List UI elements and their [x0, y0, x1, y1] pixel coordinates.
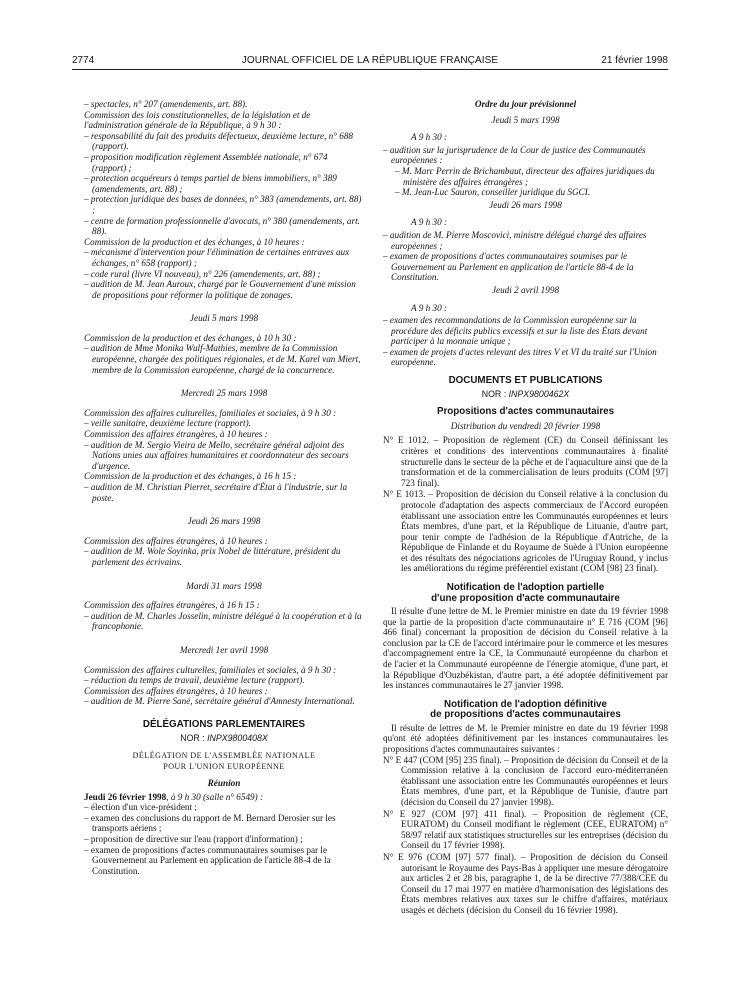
- date-heading: Jeudi 5 mars 1998: [491, 114, 560, 125]
- time-label: A 9 h 30 :: [411, 132, 448, 143]
- section-heading: DÉLÉGATIONS PARLEMENTAIRES: [142, 718, 306, 730]
- heading-line: Notification de l'adoption définitive: [444, 698, 607, 710]
- agenda-heading: Ordre du jour prévisionnel: [474, 99, 577, 109]
- delegation-name: POUR L'UNION EUROPÉENNE: [163, 762, 285, 772]
- nor-label: NOR :: [481, 388, 507, 399]
- document-entry: N° E 927 (COM [97] 411 final). – Proposition de règlement (CE, EURATOM) du Conseil modifiant le règlement (CEE, EURATOM) n° 58/97 relatif aux statistiques structurelles sur les entreprises (décision du Conseil du 17 février 1998).: [383, 808, 668, 851]
- journal-title: JOURNAL OFFICIEL DE LA RÉPUBLIQUE FRANÇAISE: [241, 55, 499, 66]
- list-item: – proposition de directive sur l'eau (rapport d'information) ;: [84, 834, 303, 845]
- subsection-heading: [383, 700, 668, 721]
- left-column: [84, 99, 364, 876]
- list-item: – veille sanitaire, deuxième lecture (rapport).: [84, 418, 251, 429]
- committee-title: Commission des affaires culturelles, familiales et sociales, à 9 h 30 :: [84, 664, 337, 675]
- section-heading: DOCUMENTS ET PUBLICATIONS: [448, 375, 603, 387]
- list-item: – audition de M. Jean Auroux, chargé par le Gouvernement d'une mission de propositions pour réformer la politique de zonages.: [84, 279, 356, 300]
- list-item: – protection acquéreurs à temps partiel de biens immobiliers, n° 389 (amendements, art. 88) ;: [84, 173, 337, 194]
- committee-title: Commission de la production et des échanges, à 10 heures :: [84, 236, 305, 247]
- document-entry: N° E 976 (COM [97] 577 final). – Proposition de décision du Conseil autorisant le Royaume des Pays-Bas à appliquer une mesure dérogatoire aux articles 2 et 28 bis, paragraphe 1, de la 6e directive 77/388/CEE du Conseil du 17 mai 1977 en matière d'harmonisation des législations des États membres relatives aux taxes sur le chiffre d'affaires, matériaux usagés et déchets (décision du Conseil du 16 février 1998).: [383, 851, 668, 915]
- date-heading: Jeudi 26 mars 1998: [489, 199, 562, 210]
- committee-title: Commission des affaires étrangères, à 10 heures :: [84, 429, 268, 440]
- reunion-date-rest: , à 9 h 30 (salle n° 6549) :: [166, 791, 264, 802]
- issue-date: 21 février 1998: [601, 55, 668, 66]
- list-item: – audition de Mme Monika Wulf-Mathies, membre de la Commission européenne, chargée des politiques régionales, et de M. Karel van Miert, membre de la Commission européenne, chargé de la concurrence.: [84, 343, 361, 375]
- nor-label: NOR :: [180, 732, 205, 743]
- list-item: – audition de M. Pierre Sané, secrétaire général d'Amnesty International.: [84, 696, 355, 707]
- list-item: – audition de M. Charles Josselin, ministre délégué à la coopération et à la francophonie.: [84, 610, 362, 632]
- committee-title: Commission des affaires étrangères, à 10 heures :: [84, 535, 268, 546]
- list-item: – élection d'un vice-président ;: [84, 802, 197, 813]
- date-heading: Mardi 31 mars 1998: [186, 580, 262, 591]
- header-rule: [72, 69, 668, 70]
- date-heading: Jeudi 5 mars 1998: [189, 313, 259, 324]
- list-item: – réduction du temps de travail, deuxième lecture (rapport).: [84, 675, 305, 686]
- heading-line: Notification de l'adoption partielle: [446, 582, 605, 594]
- list-item: – examen des recommandations de la Commission européenne sur la procédure des déficits publics excessifs et sur la liste des États devant participer à la monnaie unique ;: [383, 315, 648, 347]
- list-item: – audition de M. Christian Pierret, secrétaire d'État à l'industrie, sur la poste.: [84, 482, 348, 503]
- nor-reference: [383, 389, 668, 400]
- list-item: – centre de formation professionnelle d'avocats, n° 380 (amendements, art. 88).: [84, 215, 360, 237]
- list-item: – audition de M. Wole Soyinka, prix Nobel de littérature, président du parlement des écrivains.: [84, 546, 341, 567]
- nor-code: INPX9800462X: [508, 388, 570, 399]
- paragraph: Il résulte d'une lettre de M. le Premier ministre en date du 19 février 1998 que la partie de la proposition d'acte communautaire n° E 716 (COM [96] 466 final) concernant la proposition de décision du Conseil relative à la conclusion par la CE de l'accord intérimaire pour le commerce et les mesures d'accompagnement entre la CE, la Communauté européenne du charbon et de l'acier et la Communauté européenne de l'énergie atomique, d'une part, et la République d'Ouzbékistan, d'autre part, a été adoptée définitivement par les instances communautaires le 27 janvier 1998.: [383, 606, 668, 691]
- delegation-name: DÉLÉGATION DE L'ASSEMBLÉE NATIONALE: [132, 751, 316, 761]
- list-item: – examen des conclusions du rapport de M. Bernard Derosier sur les transports aériens ;: [84, 812, 336, 834]
- list-item: – examen de projets d'actes relevant des titres V et VI du traité sur l'Union européenne.: [383, 346, 657, 368]
- paragraph: Il résulte de lettres de M. le Premier ministre en date du 19 février 1998 qu'ont été adoptées définitivement par les instances communautaires les propositions d'actes communautaires suivantes :: [383, 722, 668, 754]
- list-item: – audition de M. Sergio Vieira de Mello, secrétaire général adjoint des Nations unies aux affaires humanitaires et coordonnateur des secours d'urgence.: [84, 439, 349, 471]
- date-heading: Jeudi 2 avril 1998: [491, 284, 560, 295]
- subsection-heading: [383, 583, 668, 604]
- committee-title: Commission des affaires culturelles, familiales et sociales, à 9 h 30 :: [84, 407, 337, 418]
- list-item: – responsabilité du fait des produits défectueux, deuxième lecture, n° 688 (rapport).: [84, 130, 354, 152]
- document-entry: N° E 447 (COM [95] 235 final). – Proposition de décision du Conseil et de la Commission relative à la conclusion de l'accord euro-méditerranéen établissant une association entre les Communautés européennes et leurs États membres, d'une part, et la République de Tunisie, d'autre part (décision du Conseil du 27 janvier 1998).: [383, 754, 668, 807]
- list-item: – audition de M. Pierre Moscovici, ministre délégué chargé des affaires européennes ;: [383, 229, 647, 251]
- reunion-date: [84, 792, 364, 803]
- time-label: A 9 h 30 :: [411, 302, 448, 313]
- heading-line: d'une proposition d'acte communautaire: [431, 592, 620, 604]
- subsection-heading: Propositions d'actes communautaires: [436, 406, 615, 418]
- document-entry: N° E 1013. – Proposition de décision du Conseil relative à la conclusion du protocole d'adaptation des aspects commerciaux de l'Accord européen établissant une association entre les Communautés européennes et leurs États membres, d'une part, et la République de Lituanie, d'autre part, pour tenir compte de l'adhésion de la République d'Autriche, de la République de Finlande et du Royaume de Suède à l'Union européenne et des résultats des négociations agricoles de l'Uruguay Round, y inclus les améliorations du régime préférentiel existant (COM [98] 23 final).: [383, 489, 668, 574]
- nor-code: INPX9800408X: [207, 732, 268, 743]
- reunion-date-bold: Jeudi 26 février 1998: [84, 791, 167, 802]
- list-item: – audition sur la jurisprudence de la Cour de justice des Communautés européennes :: [383, 144, 646, 166]
- list-item: – spectacles, n° 207 (amendements, art. 88).: [84, 99, 248, 109]
- list-item: – examen de propositions d'actes communautaires soumises par le Gouvernement au Parlement en application de l'article 88-4 de la Constitution.: [383, 251, 634, 283]
- right-column: [383, 99, 668, 917]
- nor-reference: [84, 733, 364, 744]
- committee-title: Commission des affaires étrangères, à 10 heures :: [84, 685, 268, 696]
- time-label: A 9 h 30 :: [411, 217, 448, 228]
- heading-line: de propositions d'actes communautaires: [430, 709, 621, 721]
- distribution-date: Distribution du vendredi 20 février 1998: [450, 420, 601, 431]
- list-item: – M. Jean-Luc Sauron, conseiller juridique du SGCI.: [395, 187, 591, 198]
- reunion-heading: Réunion: [207, 778, 241, 789]
- committee-title: Commission des lois constitutionnelles, de la législation et de l'administration générale de la République, à 9 h 30 :: [84, 109, 311, 131]
- committee-title: Commission des affaires étrangères, à 16 h 15 :: [84, 600, 260, 611]
- list-item: – examen de propositions d'actes communautaires soumises par le Gouvernement au Parlement en application de l'article 88-4 de la Constitution.: [84, 844, 331, 876]
- list-item: – proposition modification règlement Assemblée nationale, n° 674 (rapport) ;: [84, 151, 328, 173]
- date-heading: Jeudi 26 mars 1998: [187, 516, 261, 527]
- list-item: – code rural (livre VI nouveau), n° 226 (amendements, art. 88) ;: [84, 268, 321, 279]
- document-entry: N° E 1012. – Proposition de règlement (CE) du Conseil définissant les critères et conditions des interventions communautaires à finalité structurelle dans le secteur de la pêche et de l'aquaculture ainsi que de la transformation et de la commercialisation de leurs produits (COM [97] 723 final).: [383, 435, 668, 488]
- date-heading: Mercredi 1er avril 1998: [179, 644, 269, 655]
- date-heading: Mercredi 25 mars 1998: [180, 388, 268, 399]
- committee-title: Commission de la production et des échanges, à 10 h 30 :: [84, 332, 297, 343]
- page-number: 2774: [72, 55, 95, 66]
- list-item: – M. Marc Perrin de Brichambaut, directeur des affaires juridiques du ministère des affaires étrangères ;: [395, 165, 655, 187]
- list-item: – mécanisme d'intervention pour l'élimination de certaines entraves aux échanges, n° 658 (rapport) ;: [84, 247, 350, 268]
- committee-title: Commission de la production et des échanges, à 16 h 15 :: [84, 471, 297, 482]
- list-item: – protection juridique des bases de données, n° 383 (amendements, art. 88) ;: [84, 194, 362, 215]
